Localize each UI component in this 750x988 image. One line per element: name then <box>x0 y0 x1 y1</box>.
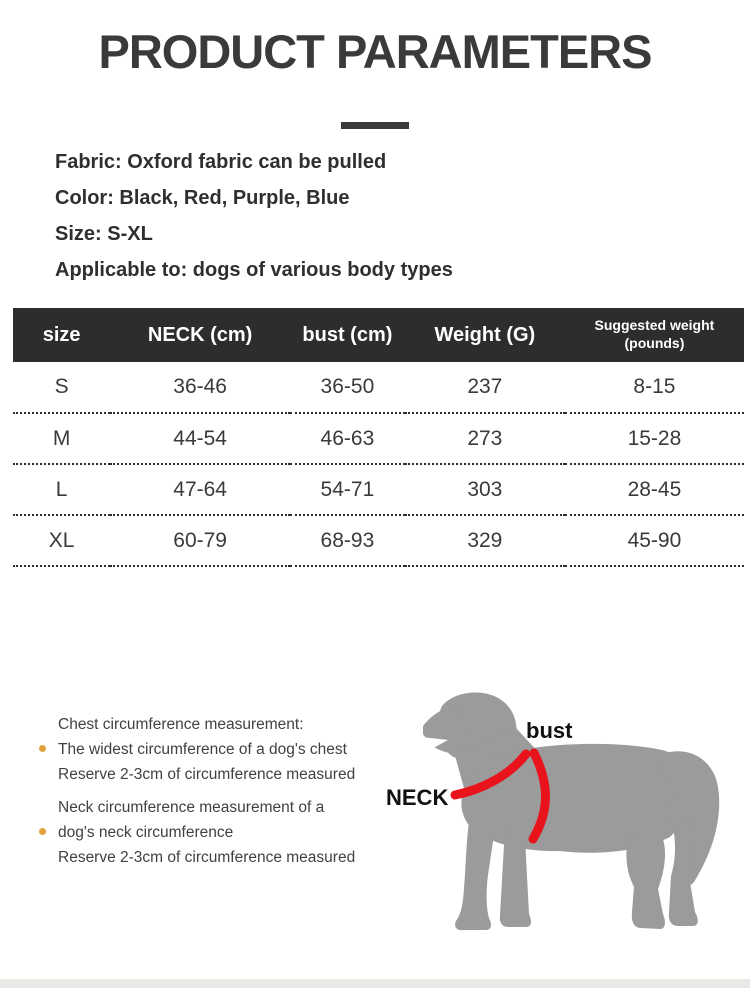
table-row <box>13 413 744 464</box>
spec-color: Color: Black, Red, Purple, Blue <box>55 187 350 209</box>
cell-size: L <box>13 464 110 515</box>
cell-size: XL <box>13 515 110 566</box>
note-line: The widest circumference of a dog's chest <box>58 741 347 758</box>
cell-neck: 47-64 <box>110 464 290 515</box>
note-bullet-icon <box>39 828 46 835</box>
note-bullet-icon <box>39 745 46 752</box>
header-weight: Weight (G) <box>405 308 565 362</box>
cell-size: M <box>13 413 110 464</box>
header-bust: bust (cm) <box>290 308 405 362</box>
cell-suggested-weight: 28-45 <box>565 464 744 515</box>
table-row <box>13 515 744 566</box>
spec-fabric: Fabric: Oxford fabric can be pulled <box>55 151 387 173</box>
dog-body <box>461 744 689 853</box>
note-line: Chest circumference measurement: <box>58 716 304 733</box>
cell-suggested-weight: 15-28 <box>565 413 744 464</box>
size-chart-table <box>13 308 744 567</box>
cell-suggested-weight: 8-15 <box>565 362 744 413</box>
spec-size: Size: S-XL <box>55 223 153 245</box>
table-row <box>13 362 744 413</box>
cell-weight: 237 <box>405 362 565 413</box>
header-neck: NECK (cm) <box>110 308 290 362</box>
cell-weight: 329 <box>405 515 565 566</box>
neck-label: NECK <box>386 785 449 810</box>
note-neck <box>28 795 400 870</box>
cell-bust: 68-93 <box>290 515 405 566</box>
bust-label: bust <box>526 718 573 743</box>
dog-front-leg <box>455 814 495 930</box>
cell-bust: 36-50 <box>290 362 405 413</box>
cell-neck: 60-79 <box>110 515 290 566</box>
table-header-row <box>13 308 744 362</box>
cell-neck: 44-54 <box>110 413 290 464</box>
dog-hind-leg <box>626 836 665 929</box>
cell-neck: 36-46 <box>110 362 290 413</box>
table-row <box>13 464 744 515</box>
note-line: dog's neck circumference <box>58 824 234 841</box>
note-chest <box>28 712 400 787</box>
cell-bust: 46-63 <box>290 413 405 464</box>
note-line: Reserve 2-3cm of circumference measured <box>58 766 356 783</box>
measurement-notes <box>28 712 400 870</box>
title-underline <box>341 122 409 129</box>
bottom-bar <box>0 979 750 988</box>
spec-list <box>55 144 695 288</box>
note-line: Neck circumference measurement of a <box>58 799 325 816</box>
cell-size: S <box>13 362 110 413</box>
cell-bust: 54-71 <box>290 464 405 515</box>
header-suggested-weight: Suggested weight (pounds) <box>565 308 744 362</box>
page-title: PRODUCT PARAMETERS <box>98 25 652 78</box>
header-size: size <box>13 308 110 362</box>
note-line: Reserve 2-3cm of circumference measured <box>58 849 356 866</box>
cell-weight: 303 <box>405 464 565 515</box>
spec-applicable: Applicable to: dogs of various body types <box>55 259 453 281</box>
cell-suggested-weight: 45-90 <box>565 515 744 566</box>
cell-weight: 273 <box>405 413 565 464</box>
